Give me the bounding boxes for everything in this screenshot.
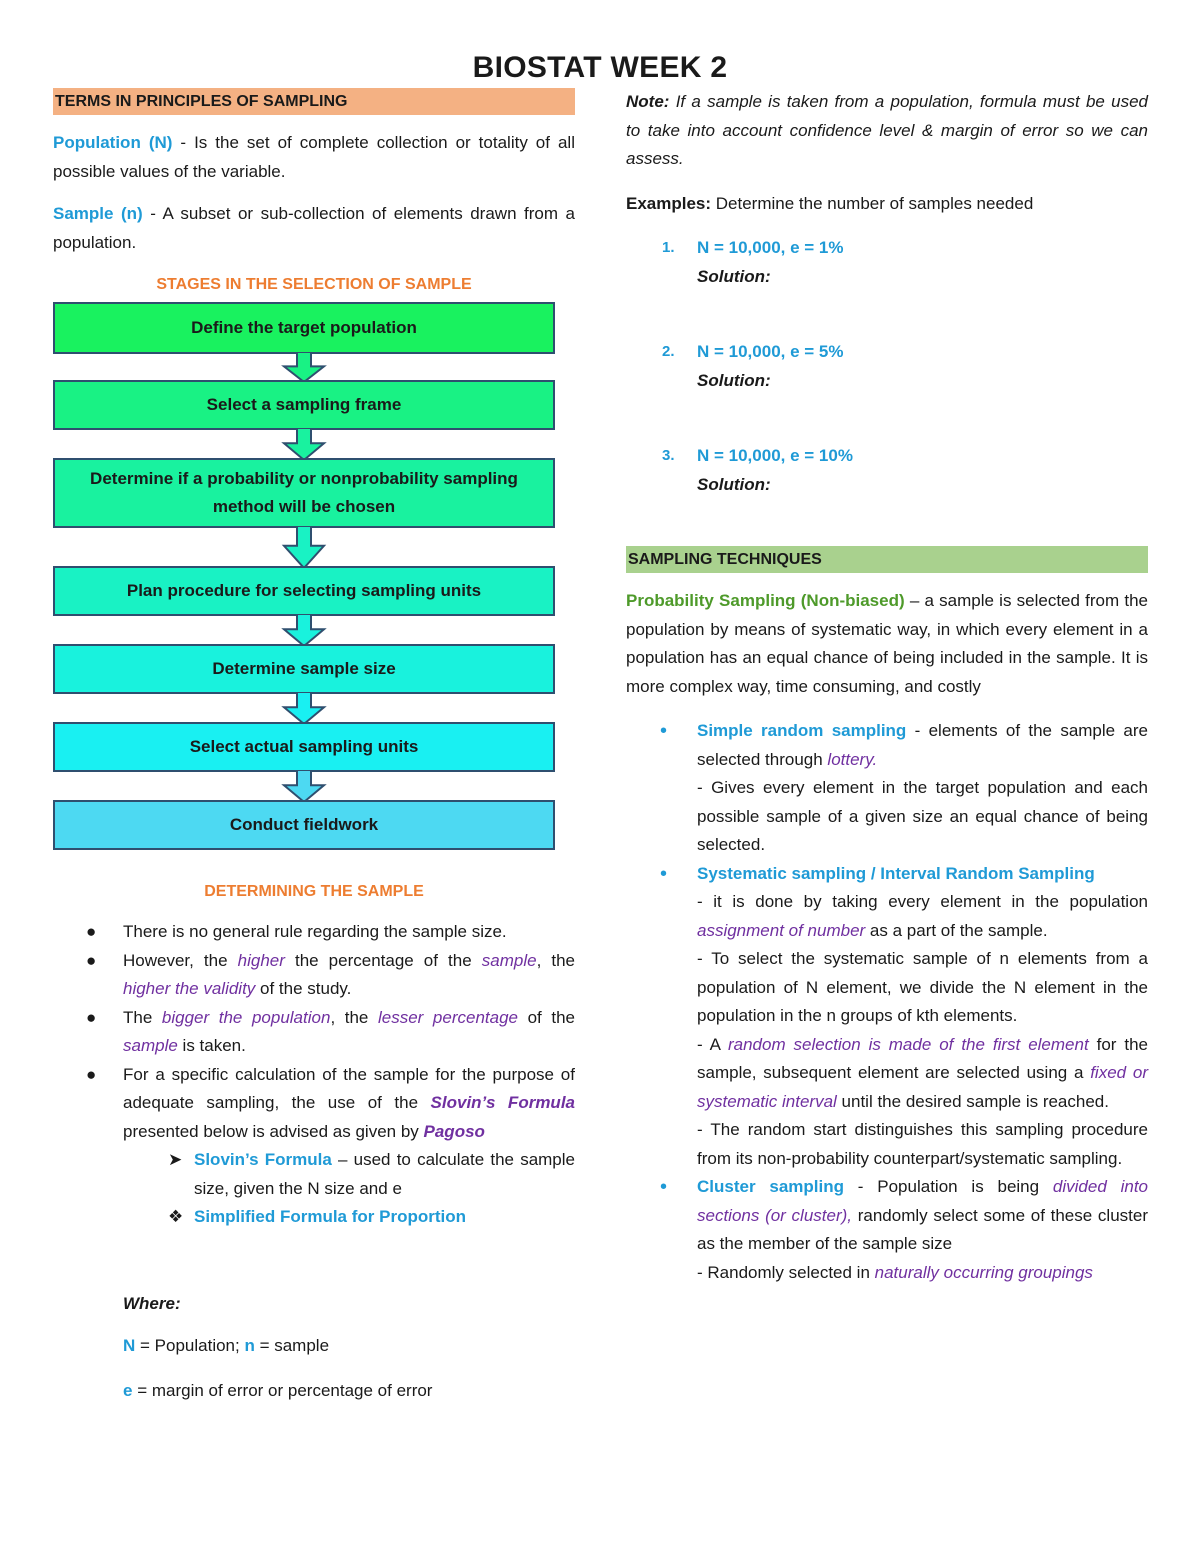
text-run: - Population is being (844, 1177, 1053, 1196)
text-run: - it is done by taking every element in the population (697, 892, 1148, 911)
list-item (626, 338, 1148, 442)
population-def: - Is the set of complete collection or totality of all possible values of the variable. (53, 133, 575, 181)
probability-def: – a sample is selected from the population by means of systematic way, in which every element in a population has an equal chance of being included in the sample. It is more complex way, time consuming, and costly (626, 591, 1148, 696)
techniques-list (626, 717, 1148, 1287)
examples-list (626, 234, 1148, 546)
slovin-def: – used to calculate the sample size, given the N size and e (194, 1150, 575, 1198)
emphasis: divided into sections (or cluster), (697, 1177, 1148, 1225)
text-run: the percentage of the (284, 950, 482, 970)
examples-text: Determine the number of samples needed (711, 193, 1034, 213)
flow-step: Determine sample size (53, 644, 555, 694)
probability-term: Probability Sampling (Non-biased) (626, 591, 905, 610)
n-upper-def: = Population; (135, 1336, 245, 1355)
note-paragraph (626, 88, 1148, 174)
flow-step: Define the target population (53, 302, 555, 354)
emphasis: Pagoso (423, 1121, 485, 1141)
text-run: for the sample, subsequent element are selected using a (697, 1034, 1148, 1082)
n-upper: N (123, 1336, 136, 1355)
text-run: - The random start distinguishes this sampling procedure from its non-probability counterpart/systematic sampling. (697, 1120, 1148, 1168)
bullet-icon: ● (86, 1064, 97, 1084)
flow-step: Plan procedure for selecting sampling units (53, 566, 555, 616)
example-number: 2. (662, 343, 675, 360)
bullet-icon: • (660, 862, 668, 885)
note-text: If a sample is taken from a population, formula must be used to take into account confidence level & margin of error so we can assess. (626, 92, 1148, 168)
list-item (626, 717, 1148, 860)
stages-flowchart (53, 302, 575, 854)
text-run: of the study. (255, 979, 352, 998)
slovin-formula-item (53, 1146, 575, 1203)
emphasis: random selection is made of the first element (727, 1034, 1089, 1054)
text-run: - Gives every element in the target population and each possible sample of a given size an equal chance of being selected. (697, 778, 1148, 854)
text-run: - To select the systematic sample of n elements from a population of N element, we divide the N element in the population in the n groups of kth elements. (697, 949, 1148, 1025)
text-run: - A (697, 1034, 728, 1054)
flow-arrow-icon (281, 692, 327, 726)
text-run: However, the (123, 950, 238, 970)
list-item (53, 1004, 575, 1061)
where-label: Where: (123, 1293, 181, 1313)
note-label: Note: (626, 92, 670, 111)
example-number: 1. (662, 239, 675, 256)
flow-step: Conduct fieldwork (53, 800, 555, 850)
population-term: Population (N) (53, 133, 173, 152)
probability-sampling (626, 587, 1148, 701)
list-item (626, 860, 1148, 1174)
example-text: N = 10,000, e = 10% (697, 446, 853, 465)
solution-label: Solution: (697, 474, 771, 494)
technique-term: Cluster sampling (697, 1177, 844, 1196)
emphasis: lesser percentage (377, 1007, 518, 1027)
stages-header: STAGES IN THE SELECTION OF SAMPLE (156, 276, 472, 293)
technique-term: Simple random sampling (697, 721, 907, 740)
text-run: as a part of the sample. (865, 920, 1048, 940)
flow-step: Select actual sampling units (53, 722, 555, 772)
left-column (53, 88, 575, 1405)
text-run: - Randomly selected in (697, 1262, 875, 1282)
text-run: The (123, 1007, 162, 1027)
n-lower: n (244, 1336, 255, 1355)
technique-term: Systematic sampling / Interval Random Sampling (697, 863, 1095, 883)
list-item (626, 1173, 1148, 1287)
list-item (626, 234, 1148, 338)
text-run: For a specific calculation of the sample for the purpose of adequate sampling, the use of the (123, 1064, 575, 1112)
list-item (53, 1061, 575, 1147)
n-definition (53, 1332, 575, 1361)
solution-label: Solution: (697, 266, 771, 286)
bullet-icon: • (660, 720, 668, 742)
emphasis: fixed or systematic interval (697, 1063, 1148, 1111)
emphasis: higher (237, 950, 285, 970)
slovin-term: Slovin’s Formula (194, 1150, 332, 1169)
simplified-term: Simplified Formula for Proportion (194, 1207, 466, 1226)
bullet-icon: ● (86, 1007, 97, 1027)
bullet-icon: ● (86, 950, 97, 970)
population-definition (53, 129, 575, 186)
example-text: N = 10,000, e = 1% (697, 238, 844, 257)
examples-paragraph (626, 190, 1148, 219)
techniques-header: SAMPLING TECHNIQUES (626, 546, 1148, 573)
emphasis: sample (481, 950, 537, 970)
e-def: = margin of error or percentage of error (132, 1380, 433, 1400)
text-run: , the (330, 1007, 378, 1027)
emphasis: sample (123, 1036, 178, 1055)
determining-list (53, 918, 575, 1146)
n-lower-def: = sample (254, 1336, 330, 1355)
flow-step: Select a sampling frame (53, 380, 555, 430)
arrow-bullet-icon: ➤ (168, 1150, 183, 1169)
bullet-icon: • (660, 1176, 668, 1198)
flow-arrow-icon (281, 428, 327, 462)
text-run: until the desired sample is reached. (836, 1091, 1109, 1111)
diamond-bullet-icon: ❖ (168, 1207, 184, 1226)
sample-def: - A subset or sub-collection of elements drawn from a population. (53, 204, 576, 252)
text-run: , the (536, 950, 575, 970)
flow-arrow-icon (281, 526, 327, 570)
text-run: presented below is advised as given by (123, 1121, 424, 1141)
text-run: randomly select some of these cluster as the member of the sample size (697, 1205, 1148, 1253)
list-item (53, 918, 575, 947)
flow-arrow-icon (281, 614, 327, 648)
emphasis: lottery. (827, 749, 878, 769)
simplified-formula-item (53, 1203, 575, 1232)
emphasis: Slovin’s Formula (430, 1093, 575, 1112)
determining-header: DETERMINING THE SAMPLE (204, 882, 424, 900)
emphasis: naturally occurring groupings (874, 1262, 1093, 1282)
flow-step: Determine if a probability or nonprobability sampling method will be chosen (53, 458, 555, 528)
emphasis: bigger the population (161, 1007, 331, 1027)
sample-definition (53, 200, 575, 257)
list-item (626, 442, 1148, 546)
e-term: e (123, 1380, 133, 1400)
page-title: BIOSTAT WEEK 2 (472, 51, 728, 84)
text-run: of the (518, 1007, 575, 1027)
examples-label: Examples: (626, 193, 712, 213)
right-column (626, 88, 1148, 1287)
emphasis: higher the validity (123, 979, 256, 998)
solution-label: Solution: (697, 370, 771, 390)
bullet-text: There is no general rule regarding the sample size. (123, 922, 507, 941)
text-run: - elements of the sample are selected through (697, 721, 1148, 769)
emphasis: assignment of number (697, 920, 866, 940)
sample-term: Sample (n) (53, 204, 143, 223)
bullet-icon: ● (86, 922, 97, 941)
terms-header: TERMS IN PRINCIPLES OF SAMPLING (53, 88, 575, 115)
flow-arrow-icon (281, 770, 327, 804)
text-run: is taken. (177, 1036, 246, 1055)
example-number: 3. (662, 447, 675, 464)
e-definition (53, 1377, 575, 1406)
list-item (53, 947, 575, 1004)
example-text: N = 10,000, e = 5% (697, 342, 844, 361)
